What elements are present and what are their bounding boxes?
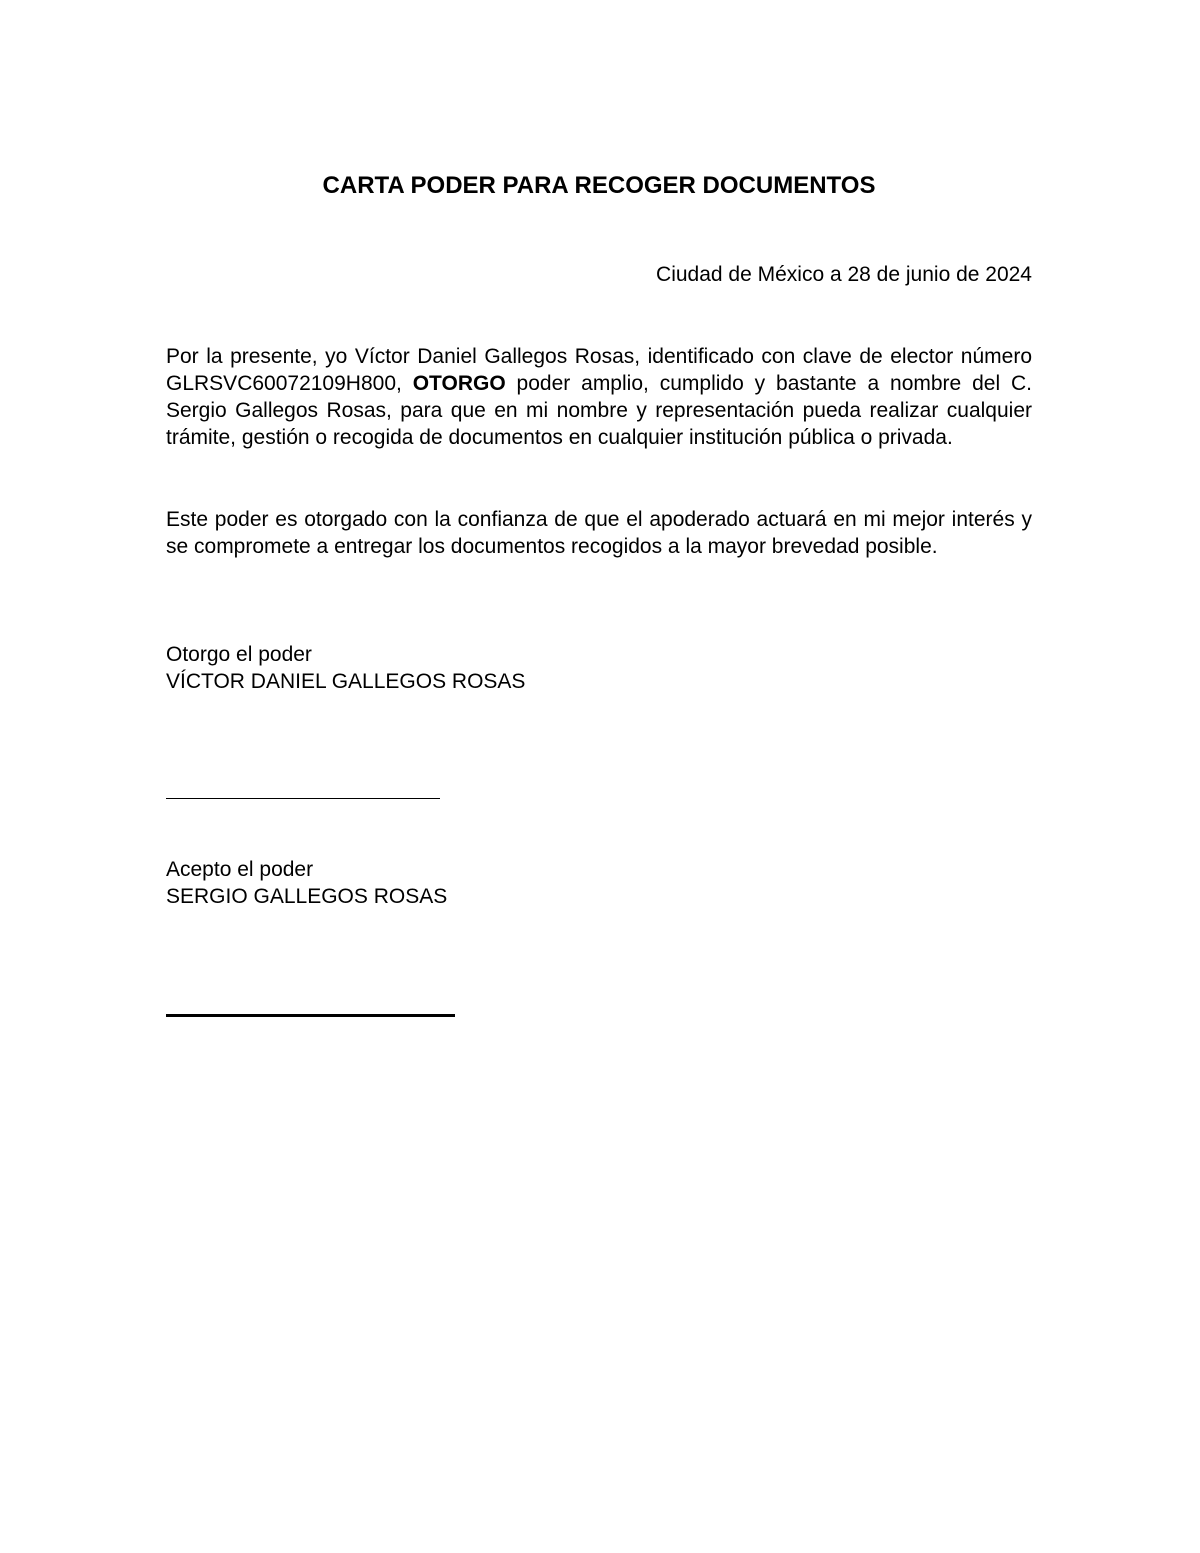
paragraph-1-text-end: poder amplio, cumplido y bastante a nombre del C. Sergio Gallegos Rosas, para que en mi nombre y representación pueda realizar cualquier trámite, gestión o recogida de documentos en cualquier institución pública o privada. [166,372,1032,449]
grantor-signature-line [166,798,440,799]
paragraph-1-text-start: Por la presente, yo Víctor Daniel Gallegos Rosas, identificado con clave de elector número GLRSVC60072109H800, [166,345,1032,395]
body-paragraph-2: Este poder es otorgado con la confianza de que el apoderado actuará en mi mejor interés y se compromete a entregar los documentos recogidos a la mayor brevedad posible. [166,508,1032,558]
document-title: CARTA PODER PARA RECOGER DOCUMENTOS [322,172,876,199]
paragraph-1-bold-otorgo: OTORGO [412,372,506,395]
date-line: Ciudad de México a 28 de junio de 2024 [656,263,1032,286]
acceptor-signature-block [166,856,1032,910]
acceptor-label: Acepto el poder [166,858,314,881]
grantor-name: VÍCTOR DANIEL GALLEGOS ROSAS [166,670,526,693]
acceptor-signature-line [166,1014,455,1017]
acceptor-name: SERGIO GALLEGOS ROSAS [166,885,448,908]
body-paragraph-1 [166,343,1032,451]
grantor-label: Otorgo el poder [166,643,312,666]
grantor-signature-block [166,641,1032,695]
